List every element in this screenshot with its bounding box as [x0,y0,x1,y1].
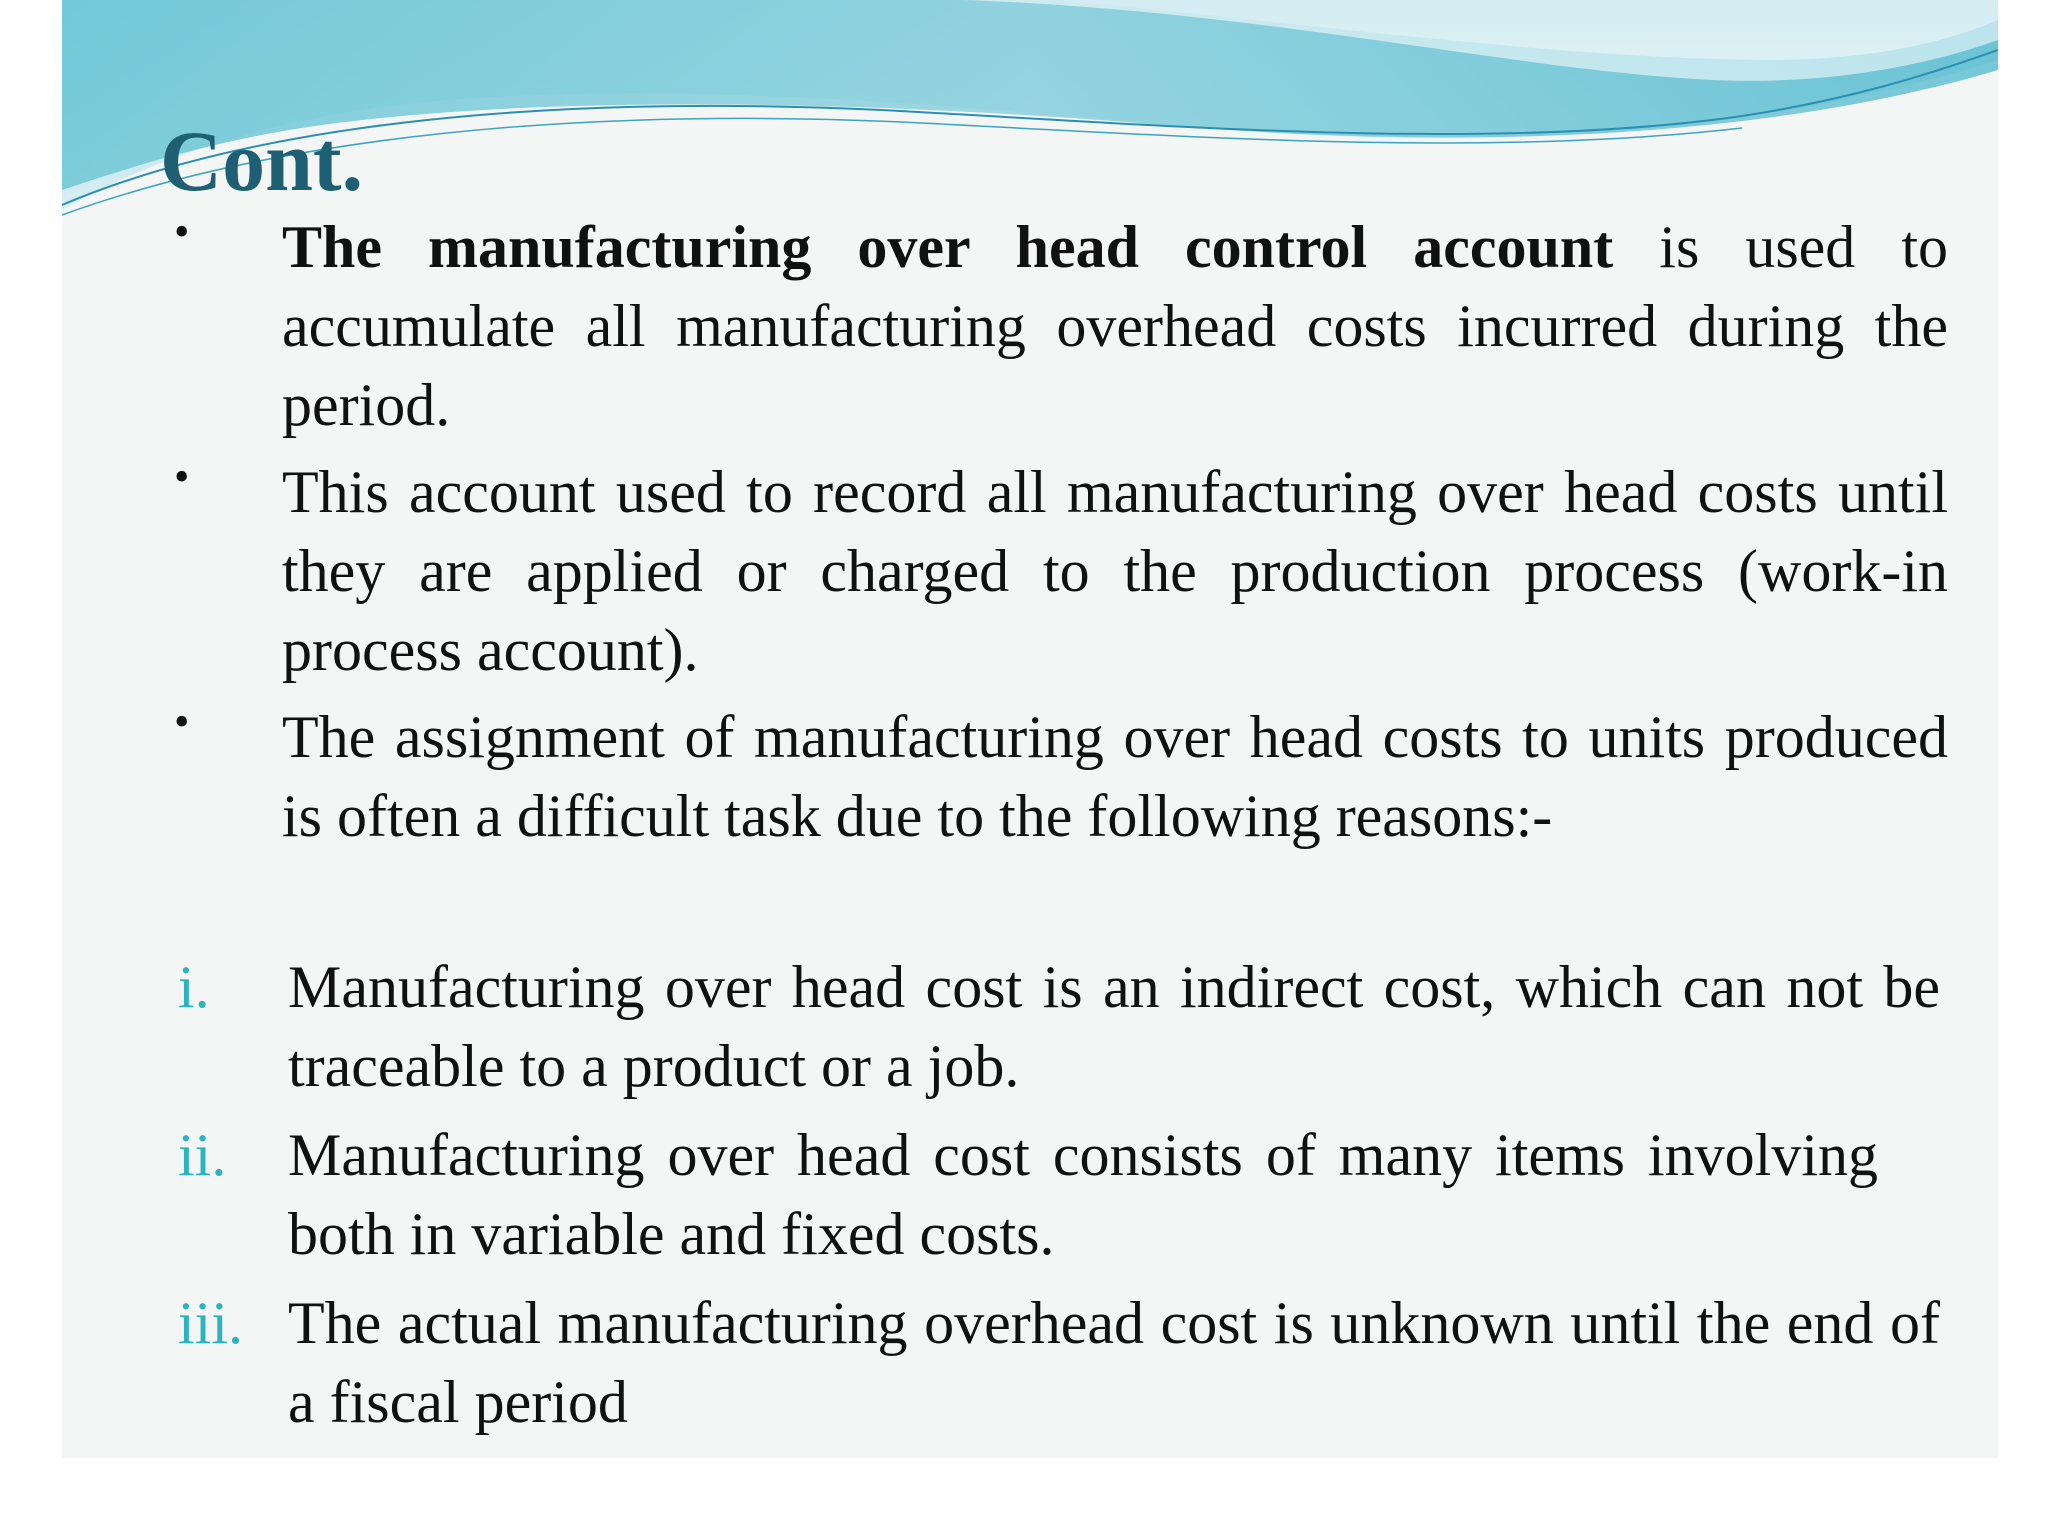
roman-marker-ii: ii. [178,1122,227,1188]
roman-marker-i: i. [178,954,210,1020]
reason-text-unknown-cost: The actual manufacturing overhead cost is unknown until the end of a fiscal period [288,1290,1940,1435]
slide-title: Cont. [160,113,364,209]
reason-text-many-items: Manufacturing over head cost consists of many items involving both in variable and fixed costs. [288,1122,1878,1267]
bullet-text-control-account [282,208,1948,445]
bullet-text-rest: is used to accumulate all manufacturing overhead costs incurred during the period. [282,214,1949,438]
bullet-marker: • [174,207,190,256]
bullet-marker: • [174,697,190,746]
roman-marker-iii: iii. [178,1290,244,1356]
bullet-marker: • [174,452,190,501]
slide [62,0,1998,1458]
bullet-text-assignment: The assignment of manufacturing over head costs to units produced is often a difficult task due to the following reasons:- [282,704,1948,849]
reason-text-indirect: Manufacturing over head cost is an indirect cost, which can not be traceable to a product or a job. [288,954,1940,1099]
bullet-text-record-costs: This account used to record all manufacturing over head costs until they are applied or charged to the production process (work-in process account). [282,459,1948,683]
bullet-bold-lead: The manufacturing over head control account [282,214,1614,280]
